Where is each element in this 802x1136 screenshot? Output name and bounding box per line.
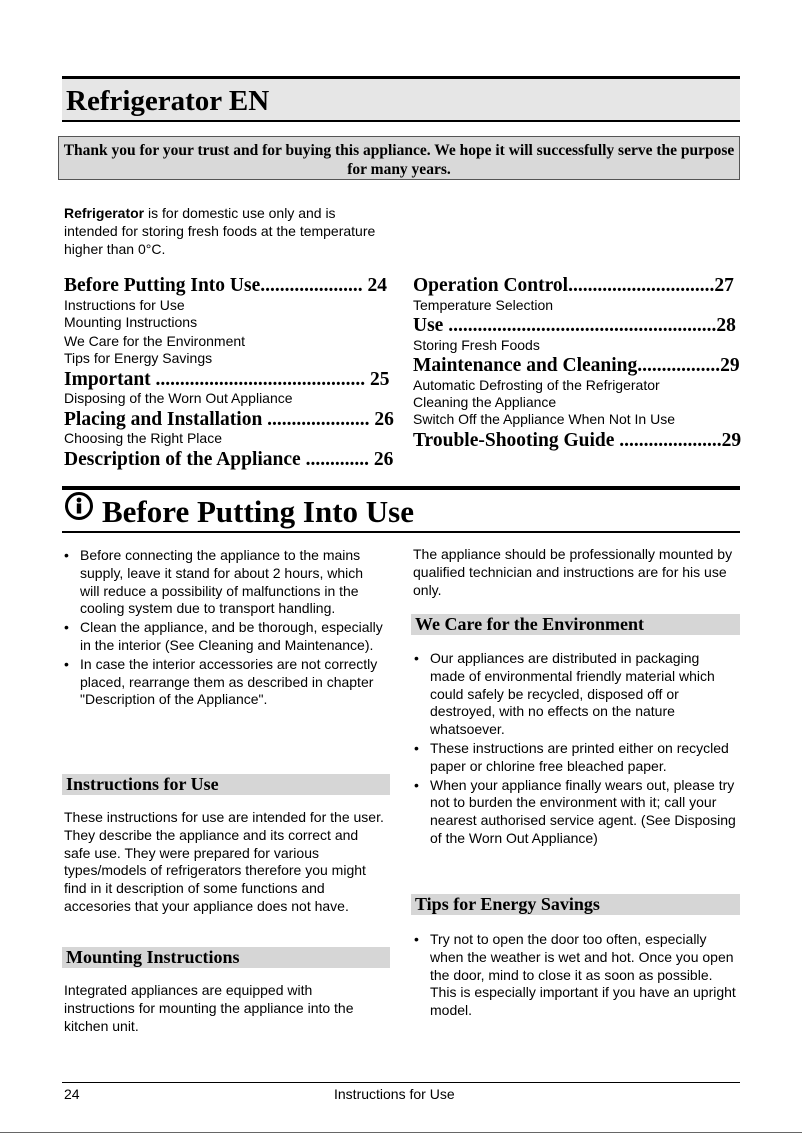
title-rule	[62, 120, 740, 122]
footer-rule	[62, 1082, 740, 1083]
list-item: • Our appliances are distributed in packaging made of environmental friendly material which could safely be recycled, disposed off or destroyed, with no effects on the nature whatsoever.	[414, 650, 736, 739]
page-number: 24	[64, 1086, 80, 1102]
toc-sub[interactable]: Cleaning the Appliance	[413, 394, 557, 410]
list-item: • Try not to open the door too often, especially when the weather is wet and hot. Once you open the door, mind to close it as soon as possible. This is especially important if you have an upright model.	[414, 931, 738, 1020]
section-bottom-rule	[62, 531, 740, 533]
page-title: Refrigerator EN	[66, 85, 270, 117]
list-item: • Clean the appliance, and be thorough, especially in the interior (See Cleaning and Maintenance).	[64, 619, 384, 655]
list-item: • In case the interior accessories are not correctly placed, rearrange them as described in chapter "Description of the Appliance".	[64, 656, 384, 709]
bottom-edge-rule	[0, 1132, 802, 1133]
toc-sub[interactable]: Temperature Selection	[413, 297, 554, 313]
toc-sub[interactable]: We Care for the Environment	[64, 333, 246, 349]
list-item: • When your appliance finally wears out, please try not to burden the environment with it; call your nearest authorised service agent. (See Disposing of the Worn Out Appliance)	[414, 777, 736, 848]
bullet-list	[64, 547, 384, 710]
instructions-text: These instructions for use are intended for the user. They describe the appliance and its correct and safe use. They were prepared for various types/models of refrigerators therefore you might find in it description of some functions and accesories that your appliance does not have.	[64, 809, 384, 914]
instructions-heading: Instructions for Use	[62, 774, 390, 795]
footer-title: Instructions for Use	[334, 1086, 455, 1102]
mounting-text: Integrated appliances are equipped with instructions for mounting the appliance into the kitchen unit.	[64, 982, 354, 1034]
info-icon	[65, 492, 93, 520]
toc-operation[interactable]: Operation Control..............................27	[413, 275, 734, 296]
toc-sub[interactable]: Storing Fresh Foods	[413, 337, 540, 353]
toc-maintenance[interactable]: Maintenance and Cleaning.................29	[413, 355, 740, 376]
mounting-heading: Mounting Instructions	[62, 947, 390, 968]
toc-use[interactable]: Use .......................................................28	[413, 315, 736, 336]
list-item: • These instructions are printed either on recycled paper or chlorine free bleached paper.	[414, 740, 736, 776]
list-item: • Before connecting the appliance to the mains supply, leave it stand for about 2 hours, which will reduce a possibility of malfunctions in the cooling system due to transport handling.	[64, 547, 384, 618]
section-top-rule	[62, 486, 740, 490]
section-title: Before Putting Into Use	[102, 494, 414, 529]
toc-sub[interactable]: Automatic Defrosting of the Refrigerator	[413, 377, 660, 393]
toc-before-use[interactable]: Before Putting Into Use..................... 24	[64, 275, 387, 296]
mounting-note: The appliance should be professionally mounted by qualified technician and instructions are for his use only.	[413, 546, 733, 598]
toc-sub[interactable]: Tips for Energy Savings	[64, 350, 213, 366]
toc-important[interactable]: Important ........................................... 25	[64, 369, 390, 390]
toc-placing[interactable]: Placing and Installation ..................... 26	[64, 409, 394, 430]
toc-description[interactable]: Description of the Appliance ............. 26	[64, 449, 394, 470]
toc-sub[interactable]: Disposing of the Worn Out Appliance	[64, 390, 293, 406]
energy-heading: Tips for Energy Savings	[411, 894, 740, 915]
intro-text: is for domestic use only and is intended for storing fresh foods at the temperature higher than 0°C.	[64, 205, 376, 257]
toc-sub[interactable]: Mounting Instructions	[64, 314, 198, 330]
toc-sub[interactable]: Instructions for Use	[64, 297, 185, 313]
intro-bold: Refrigerator	[64, 205, 145, 221]
energy-list	[414, 931, 738, 1021]
intro-paragraph	[64, 205, 384, 258]
toc-trouble[interactable]: Trouble-Shooting Guide .....................29	[413, 430, 742, 451]
toc-sub[interactable]: Choosing the Right Place	[64, 430, 222, 446]
thanks-box: Thank you for your trust and for buying this appliance. We hope it will successfully serve the purpose for many years.	[58, 136, 740, 180]
environment-list	[414, 650, 736, 849]
toc-sub[interactable]: Switch Off the Appliance When Not In Use	[413, 411, 675, 427]
environment-heading: We Care for the Environment	[411, 614, 740, 635]
